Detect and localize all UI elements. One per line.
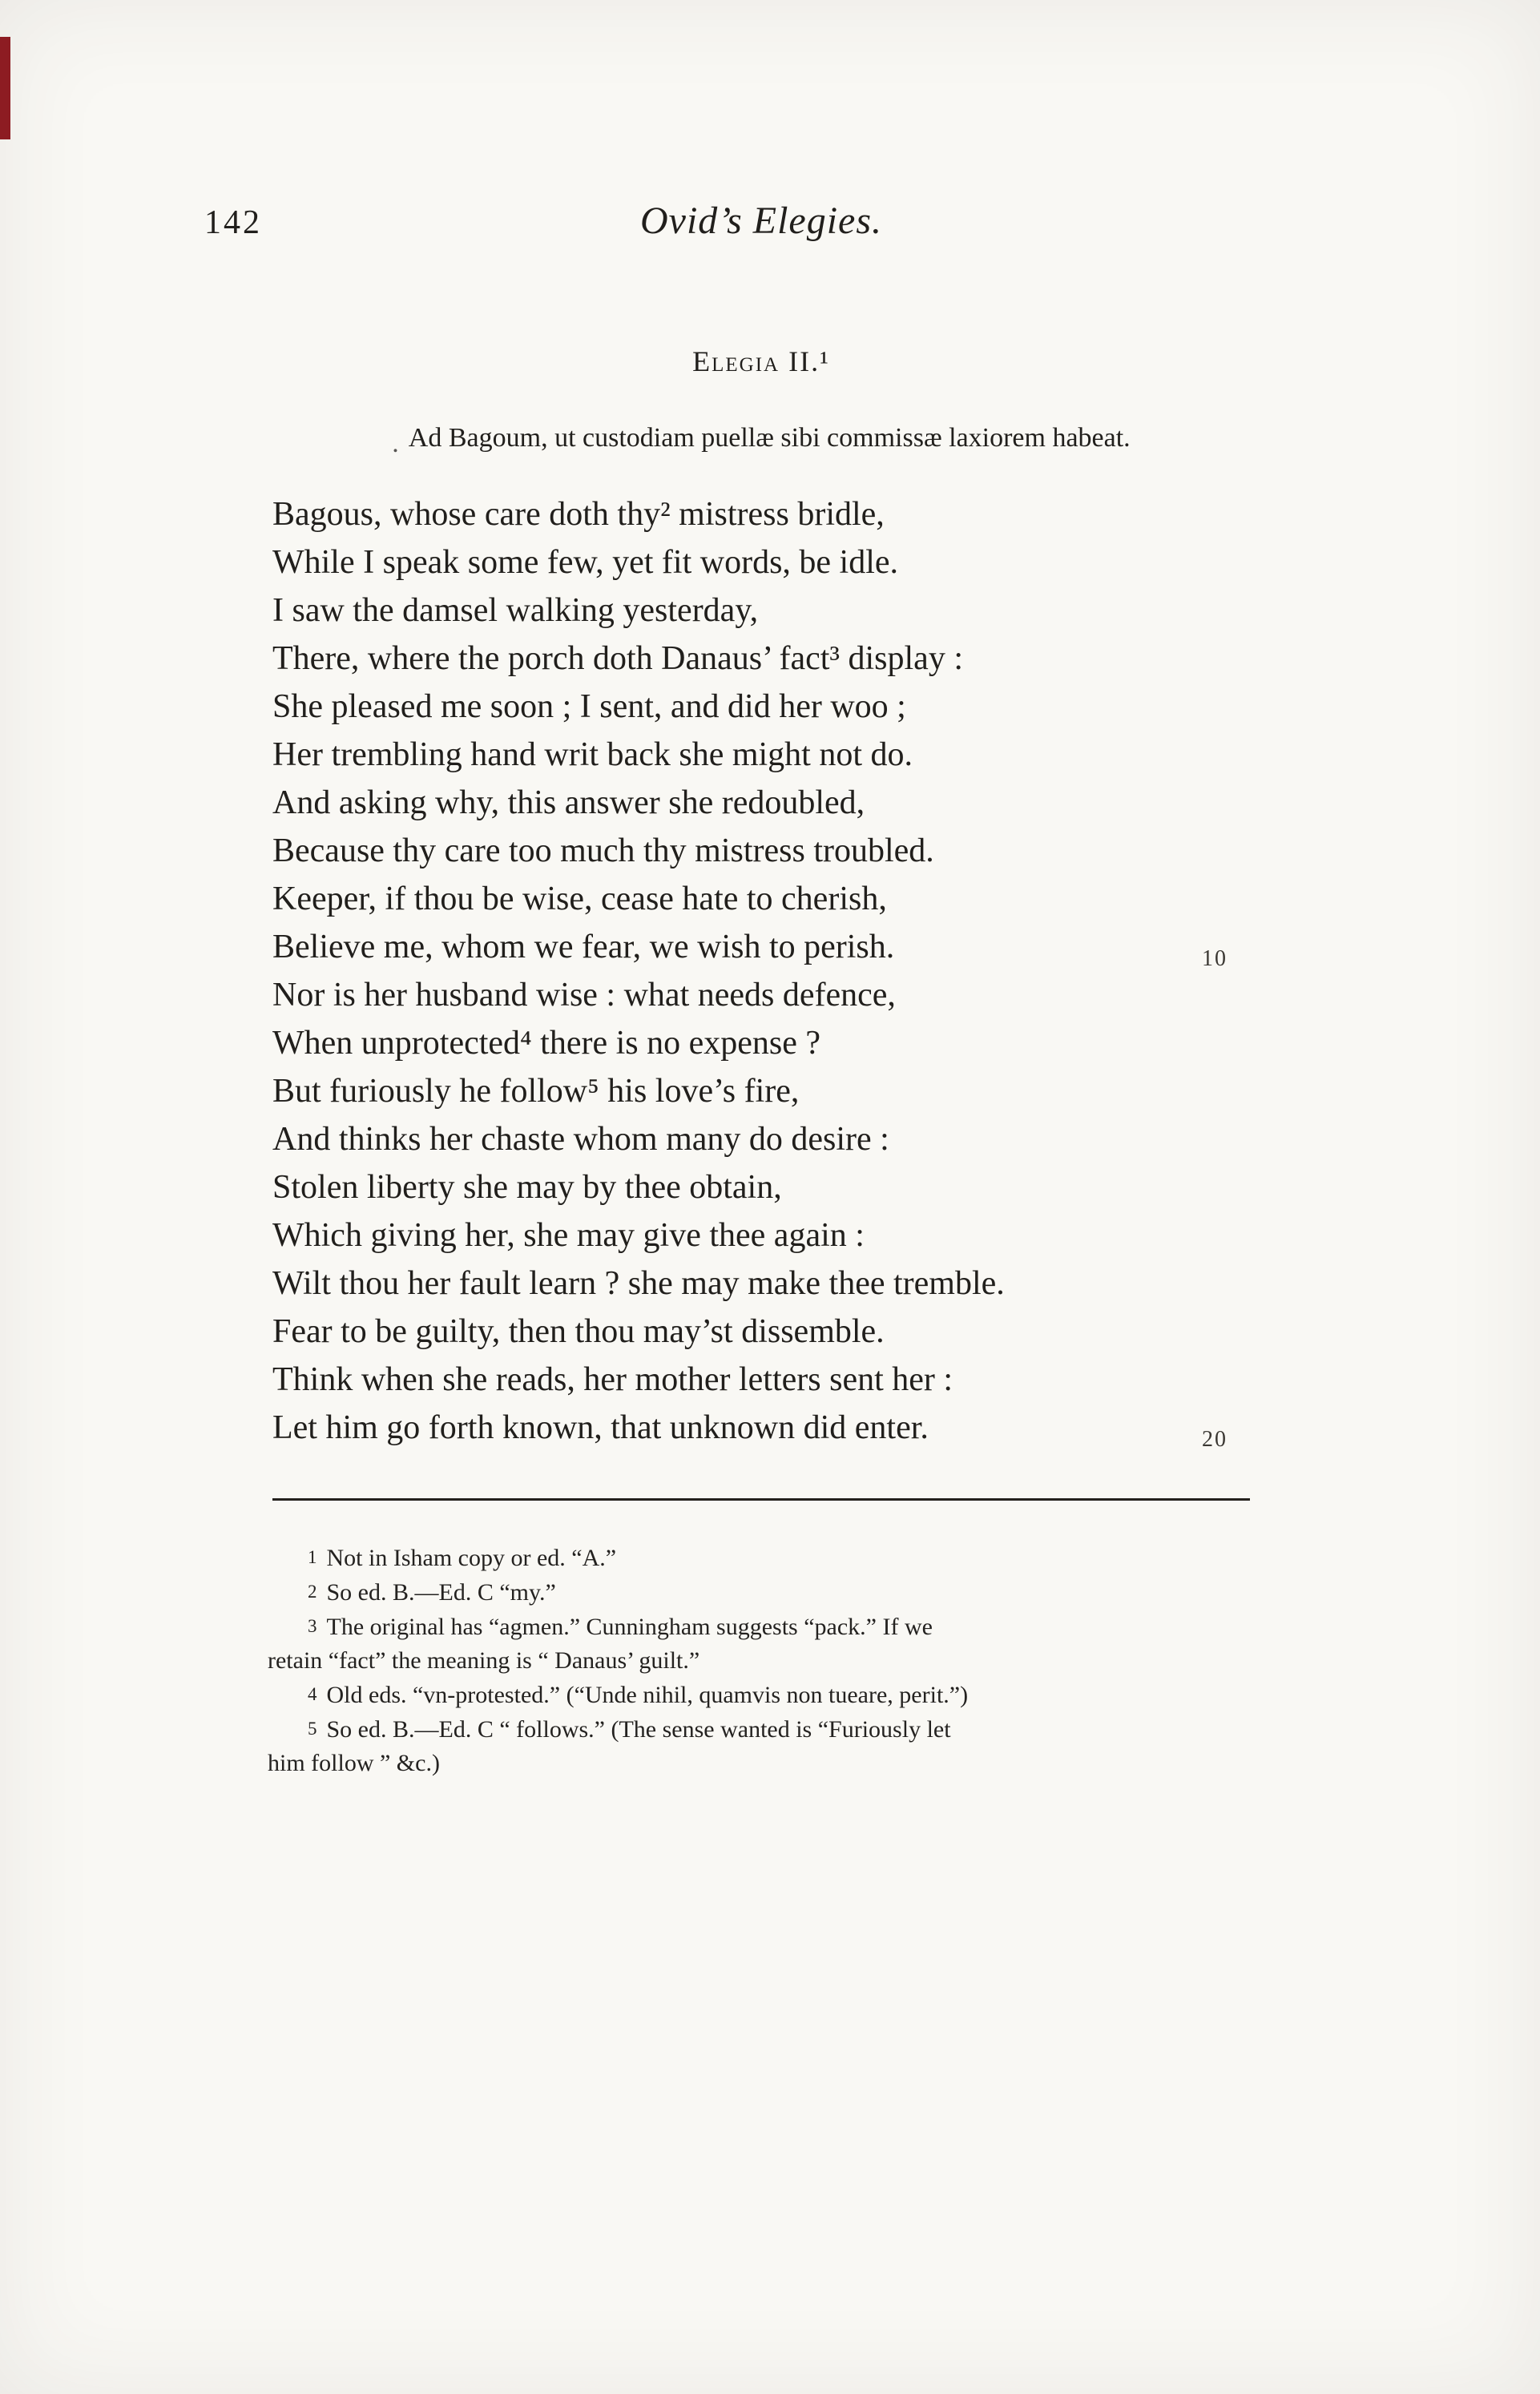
- latin-subtitle-text: Ad Bagoum, ut custodiam puellæ sibi commissæ laxiorem habeat.: [408, 423, 1131, 453]
- poem-line: And thinks her chaste whom many do desire :: [272, 1121, 889, 1158]
- page-number: 142: [204, 204, 262, 241]
- poem-line: Stolen liberty she may by thee obtain,: [272, 1169, 782, 1206]
- footnote-marker: 3: [308, 1616, 317, 1636]
- footnote-divider: [272, 1498, 1250, 1501]
- poem-line: But furiously he follow⁵ his love’s fire,: [272, 1073, 800, 1110]
- footnote-text: him follow ” &c.): [268, 1750, 440, 1776]
- footnote-text: Not in Isham copy or ed. “A.”: [326, 1545, 617, 1571]
- footnote-marker: 4: [308, 1684, 317, 1704]
- poem-line: There, where the porch doth Danaus’ fact³ display :: [272, 640, 963, 677]
- poem-line-text: Believe me, whom we fear, we wish to perish.: [272, 929, 895, 965]
- footnote-text: retain “fact” the meaning is “ Danaus’ guilt.”: [268, 1647, 700, 1674]
- poem-line: And asking why, this answer she redoubled,: [272, 784, 865, 821]
- poem-line: I saw the damsel walking yesterday,: [272, 592, 759, 629]
- line-number: 10: [1202, 946, 1228, 971]
- poem-line: [272, 1404, 1250, 1452]
- poem-title: Elegia II.¹: [692, 345, 830, 377]
- page-content: [204, 0, 1250, 1780]
- poem-line: Nor is her husband wise : what needs defence,: [272, 977, 896, 1014]
- poem-line: Keeper, if thou be wise, cease hate to cherish,: [272, 881, 887, 917]
- footnote-text: The original has “agmen.” Cunningham suggests “pack.” If we: [326, 1614, 933, 1640]
- poem: [272, 490, 1250, 1452]
- poem-line: Wilt thou her fault learn ? she may make thee tremble.: [272, 1265, 1005, 1302]
- footnote-text: So ed. B.—Ed. C “ follows.” (The sense wanted is “Furiously let: [326, 1716, 951, 1743]
- poem-line: Fear to be guilty, then thou may’st dissemble.: [272, 1313, 885, 1350]
- footnote: [268, 1610, 1257, 1678]
- poem-line: Her trembling hand writ back she might not do.: [272, 736, 913, 773]
- poem-line: Bagous, whose care doth thy² mistress bridle,: [272, 496, 885, 533]
- footnote-marker: 1: [308, 1547, 317, 1567]
- footnote: [268, 1678, 1257, 1712]
- footnote: [268, 1712, 1257, 1780]
- poem-line: Think when she reads, her mother letters sent her :: [272, 1361, 953, 1398]
- scan-artifact: [0, 37, 10, 139]
- footnotes: [268, 1541, 1257, 1780]
- poem-line: While I speak some few, yet fit words, be idle.: [272, 544, 899, 581]
- poem-line: Which giving her, she may give thee again :: [272, 1217, 865, 1254]
- footnote-text: So ed. B.—Ed. C “my.”: [326, 1579, 556, 1606]
- running-title: Ovid’s Elegies.: [639, 200, 883, 242]
- footnote: [268, 1575, 1257, 1610]
- poem-line: Because thy care too much thy mistress troubled.: [272, 832, 934, 869]
- running-header: [204, 199, 1250, 250]
- footnote-marker: 5: [308, 1719, 317, 1739]
- latin-subtitle: [272, 423, 1250, 458]
- footnote: [268, 1541, 1257, 1575]
- poem-line-text: Let him go forth known, that unknown did enter.: [272, 1409, 929, 1446]
- footnote-marker: 2: [308, 1582, 317, 1602]
- line-number: 20: [1202, 1427, 1228, 1452]
- poem-line: She pleased me soon ; I sent, and did her woo ;: [272, 688, 906, 725]
- stray-mark: .: [392, 429, 399, 458]
- footnote-text: Old eds. “vn-protested.” (“Unde nihil, quamvis non tueare, perit.”): [326, 1682, 969, 1708]
- poem-line: When unprotected⁴ there is no expense ?: [272, 1025, 821, 1062]
- poem-line: [272, 923, 1250, 971]
